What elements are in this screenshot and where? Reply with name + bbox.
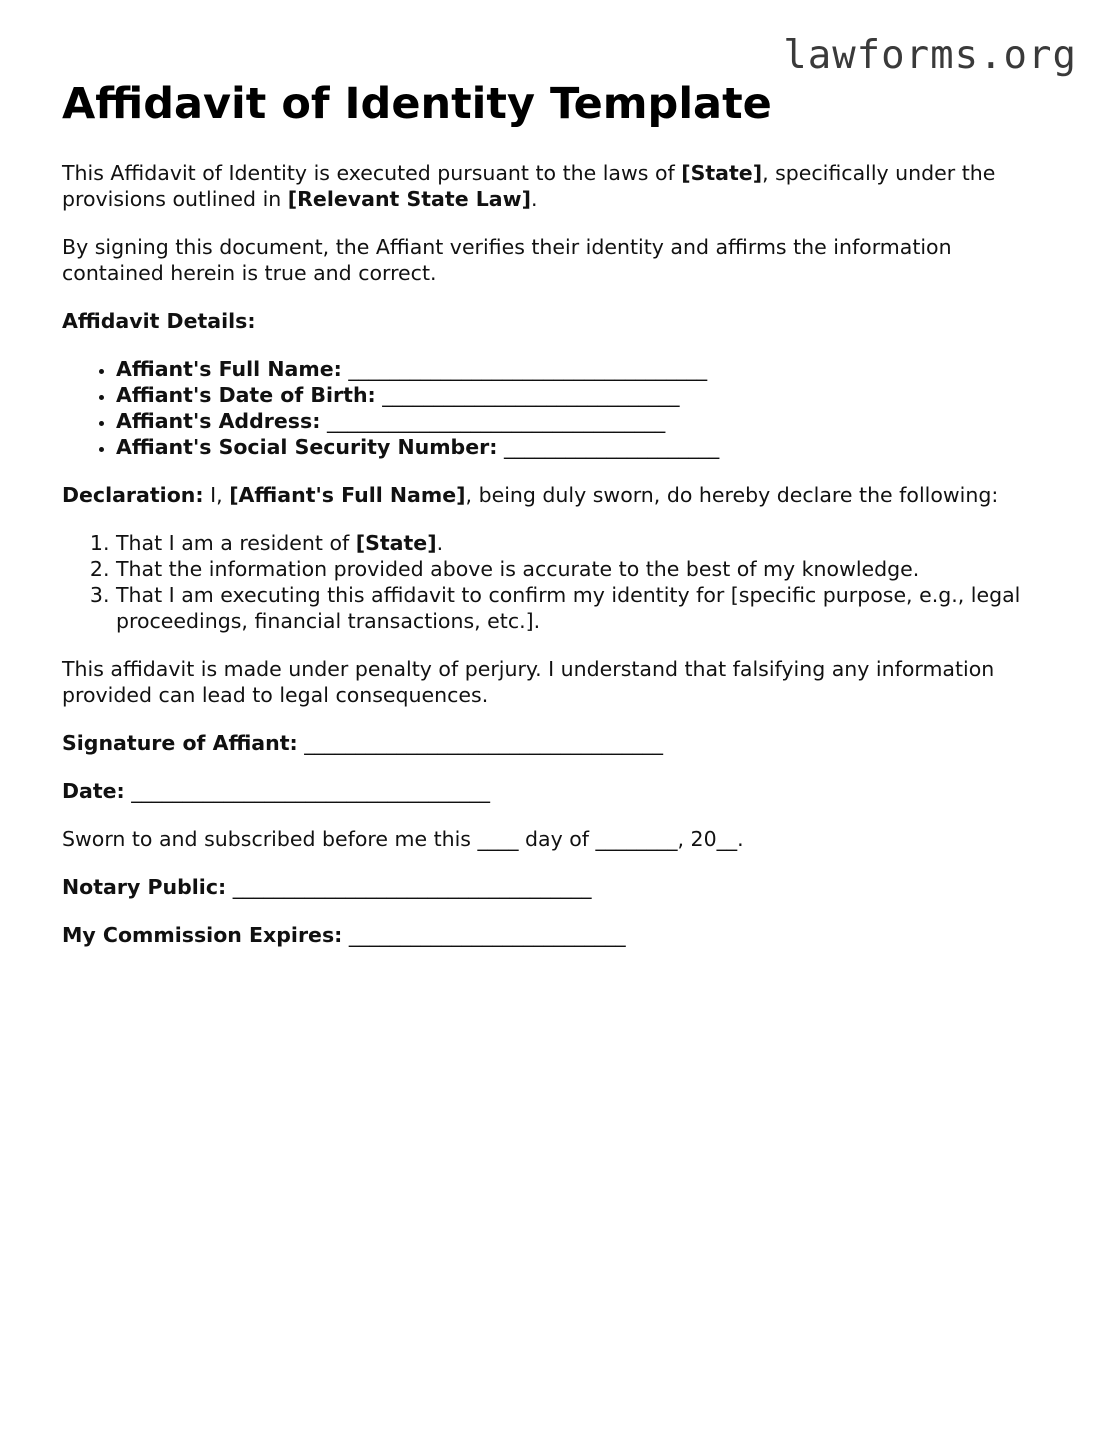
list-item: 3. That I am executing this affidavit to confirm my identity for [specific purpose, e.g., legal proceedings, financial transactions, etc.]. (116, 582, 1052, 634)
signature-label: Signature of Affiant: (62, 731, 298, 755)
intro-state-placeholder: [State] (681, 161, 763, 185)
signature-line (62, 730, 1052, 756)
date-label: Date: (62, 779, 125, 803)
intro-text-3: . (530, 187, 538, 211)
details-list (62, 356, 1052, 460)
list-item (116, 530, 1052, 556)
notary-label: Notary Public: (62, 875, 227, 899)
list-item: 2. That the information provided above is accurate to the best of my knowledge. (116, 556, 1052, 582)
full-name-blank: ___________________________________ (348, 357, 708, 381)
page-title: Affidavit of Identity Template (62, 79, 772, 129)
intro-paragraph (62, 160, 1052, 212)
address-label: Affiant's Address: (116, 409, 321, 433)
commission-label: My Commission Expires: (62, 923, 343, 947)
notary-line (62, 874, 1052, 900)
declaration-text-2: , being duly sworn, do hereby declare the following: (465, 483, 999, 507)
declaration-label: Declaration: (62, 483, 204, 507)
declaration-name-placeholder: [Affiant's Full Name] (229, 483, 466, 507)
declaration-paragraph (62, 482, 1052, 508)
list-item (116, 356, 1052, 382)
resident-end: . (436, 531, 444, 555)
intro-text-1: This Affidavit of Identity is executed pursuant to the laws of (62, 161, 682, 185)
list-item (116, 434, 1052, 460)
notary-blank: ___________________________________ (232, 875, 592, 899)
resident-state-placeholder: [State] (355, 531, 437, 555)
date-blank: ___________________________________ (131, 779, 491, 803)
commission-blank: ___________________________ (348, 923, 626, 947)
perjury-paragraph: This affidavit is made under penalty of perjury. I understand that falsifying any information provided can lead to legal consequences. (62, 657, 995, 707)
ssn-label: Affiant's Social Security Number: (116, 435, 498, 459)
date-of-birth-blank: _____________________________ (382, 383, 680, 407)
sworn-line: Sworn to and subscribed before me this ____ day of ________, 20__. (62, 827, 744, 851)
list-item (116, 382, 1052, 408)
resident-text: That I am a resident of (116, 531, 356, 555)
ssn-blank: _____________________ (503, 435, 720, 459)
commission-line (62, 922, 1052, 948)
address-blank: _________________________________ (326, 409, 666, 433)
date-line (62, 778, 1052, 804)
declaration-text-1: I, (203, 483, 230, 507)
intro-text-2: , specifically under the provisions outlined in (62, 161, 996, 211)
date-of-birth-label: Affiant's Date of Birth: (116, 383, 376, 407)
verify-paragraph: By signing this document, the Affiant verifies their identity and affirms the information contained herein is true and correct. (62, 235, 952, 285)
lawforms-watermark: lawforms.org (783, 33, 1077, 78)
declaration-list (62, 530, 1052, 634)
affidavit-document (62, 78, 1052, 970)
details-heading-text: Affidavit Details: (62, 309, 256, 333)
full-name-label: Affiant's Full Name: (116, 357, 342, 381)
list-item (116, 408, 1052, 434)
details-heading (62, 308, 1052, 334)
intro-law-placeholder: [Relevant State Law] (287, 187, 531, 211)
signature-blank: ___________________________________ (304, 731, 664, 755)
